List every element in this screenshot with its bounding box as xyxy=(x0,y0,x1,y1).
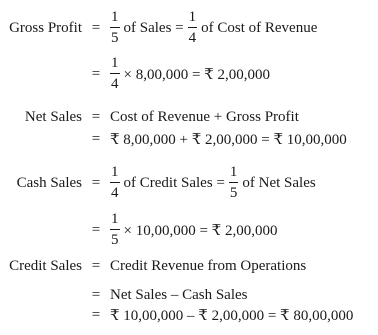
net-sales-calc-row xyxy=(0,129,347,149)
equals-sign: = xyxy=(91,65,101,82)
fraction-denominator: 5 xyxy=(229,185,238,201)
fraction-numerator: 1 xyxy=(188,10,198,28)
equals-sign: = xyxy=(91,221,101,238)
net-sales-result: ₹ 8,00,000 + ₹ 2,00,000 = ₹ 10,00,000 xyxy=(110,131,347,148)
credit-sales-formula: Credit Revenue from Operations xyxy=(110,257,307,274)
equals-sign: = xyxy=(91,108,101,125)
cash-sales-result: × 10,00,000 = ₹ 2,00,000 xyxy=(123,222,278,239)
fraction-denominator: 5 xyxy=(111,232,119,248)
equals-sign: = xyxy=(91,174,101,191)
fraction-denominator: 4 xyxy=(188,30,197,46)
of-net-text: of Net Sales xyxy=(242,174,316,191)
gross-profit-term: Gross Profit xyxy=(9,19,82,36)
cash-sales-row xyxy=(0,164,316,201)
fraction-one-fifth xyxy=(229,165,239,201)
gross-profit-result: × 8,00,000 = ₹ 2,00,000 xyxy=(123,66,270,83)
net-sales-formula: Cost of Revenue + Gross Profit xyxy=(110,108,299,125)
gross-profit-row xyxy=(0,9,318,46)
equals-sign: = xyxy=(91,306,101,323)
net-sales-term: Net Sales xyxy=(24,108,82,125)
equals-sign: = xyxy=(91,257,101,274)
fraction-one-fifth xyxy=(110,10,120,46)
fraction-one-fourth xyxy=(110,165,120,201)
credit-sales-result: ₹ 10,00,000 – ₹ 2,00,000 = ₹ 80,00,000 xyxy=(110,307,354,324)
gross-profit-calc-row xyxy=(0,55,270,92)
fraction-one-fifth xyxy=(110,212,120,248)
credit-sales-row xyxy=(0,256,306,276)
equals-sign: = xyxy=(91,286,101,303)
fraction-numerator: 1 xyxy=(110,56,120,74)
equals-sign: = xyxy=(91,19,101,36)
of-credit-text: of Credit Sales = xyxy=(123,174,225,191)
fraction-numerator: 1 xyxy=(110,165,120,183)
fraction-one-fourth xyxy=(110,56,120,92)
fraction-denominator: 4 xyxy=(111,76,119,92)
fraction-denominator: 4 xyxy=(111,185,119,201)
fraction-numerator: 1 xyxy=(110,10,120,28)
fraction-numerator: 1 xyxy=(229,165,239,183)
equals-sign: = xyxy=(91,130,101,147)
credit-sales-step-row xyxy=(0,285,247,305)
fraction-denominator: 5 xyxy=(111,30,119,46)
net-sales-row xyxy=(0,107,299,127)
credit-sales-calc-row xyxy=(0,305,353,325)
cash-sales-calc-row xyxy=(0,211,278,248)
credit-sales-step: Net Sales – Cash Sales xyxy=(110,286,248,303)
of-cost-text: of Cost of Revenue xyxy=(201,19,318,36)
cash-sales-term: Cash Sales xyxy=(16,174,82,191)
fraction-one-fourth xyxy=(188,10,198,46)
fraction-numerator: 1 xyxy=(110,212,120,230)
of-sales-text: of Sales = xyxy=(123,19,184,36)
credit-sales-term: Credit Sales xyxy=(9,257,82,274)
